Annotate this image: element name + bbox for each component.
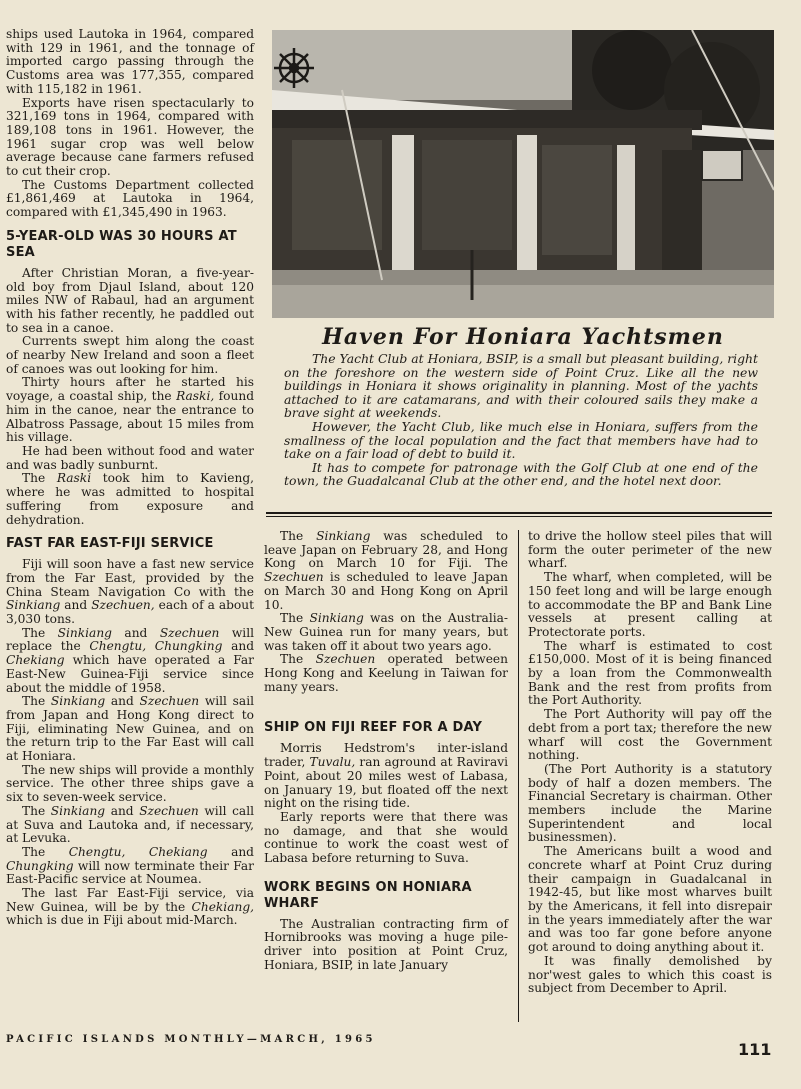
paragraph (264, 742, 508, 811)
ship-name: Sinkiang (57, 625, 112, 640)
paragraph (6, 558, 254, 627)
ship-name: Chekiang (6, 653, 65, 668)
text-run: ran aground at Raviravi Point, about 20 miles west of Labasa, on January 19, but floated off the next night on the rising tide. (264, 755, 508, 811)
text-run: will call at Suva and Lautoka and, if necessary, at Levuka. (6, 803, 254, 846)
masthead-footer: PACIFIC ISLANDS MONTHLY—MARCH, 1965 (6, 1034, 376, 1045)
text-run: which is due in Fiji about mid-March. (6, 913, 238, 928)
paragraph: The new ships will provide a monthly service. The other three ships gave a six to seven-week service. (6, 762, 254, 805)
paragraph (6, 887, 254, 928)
caption-paragraph: It has to compete for patronage with the Golf Club at one end of the town, the Guadalcanal Club at the other end, and the hotel next door. (284, 459, 758, 489)
divider-rule (266, 516, 772, 517)
text-run: The (280, 611, 310, 626)
ship-name: Raski (56, 471, 92, 486)
yacht-club-photo (272, 30, 774, 318)
ship-name: Szechuen (315, 652, 376, 667)
paragraph: The Australian contracting firm of Hornibrooks was moving a huge pile-driver into position at Point Cruz, Honiara, BSIP, in late January (264, 916, 508, 972)
page-number: 111 (738, 1040, 772, 1059)
ship-name: Chekiang, (191, 899, 254, 914)
paragraph: The Americans built a wood and concrete wharf at Point Cruz during their campaign in Guadalcanal in 1942-45, but like most wharves built by the Americans, it fell into disrepair in the years immediately after the war and was too far gone before anyone got around to doing anything about it. (528, 844, 772, 955)
paragraph (6, 627, 254, 696)
ship-name: Tuvalu, (309, 755, 356, 770)
ship-name: Szechuen, (91, 598, 155, 613)
text-run: took him to Kavieng, where he was admitted to hospital suffering from exposure and dehydration. (6, 471, 254, 527)
paragraph: The wharf, when completed, will be 150 feet long and will be large enough to accommodate the BP and Bank Line vessels at present calling at Protectorate ports. (528, 570, 772, 639)
text-run: operated between Hong Kong and Keelung in Taiwan for many years. (264, 652, 508, 694)
paragraph (6, 472, 254, 527)
text-run: The (280, 529, 317, 543)
ship-name: Szechuen (139, 803, 199, 818)
paragraph (6, 695, 254, 764)
text-run: The (22, 803, 51, 818)
paragraph: ships used Lautoka in 1964, compared with 129 in 1961, and the tonnage of imported cargo passing through the Customs area was 177,355, compared with 115,182 in 1961. (6, 27, 254, 96)
article-headline: FAST FAR EAST-FIJI SERVICE (6, 536, 214, 552)
ship-name: Sinkiang (309, 611, 364, 626)
ship-name: Sinkiang (50, 694, 106, 709)
paragraph (6, 846, 254, 887)
paragraph (264, 530, 508, 612)
ship-name: Sinkiang (316, 529, 371, 543)
text-run: and (207, 844, 254, 859)
paragraph: The Port Authority will pay off the debt from a port tax; therefore the new wharf will cost the Government nothing. (528, 707, 772, 763)
text-run: and (222, 639, 254, 654)
paragraph (264, 653, 508, 694)
text-run: and (105, 803, 140, 818)
article-headline: WORK BEGINS ON HONIARA WHARF (264, 879, 472, 911)
divider-rule (266, 512, 772, 514)
ship-name: Sinkiang (50, 803, 106, 818)
paragraph: It was finally demolished by nor'west gales to which this coast is subject from December to April. (528, 953, 772, 996)
text-run: and (60, 598, 92, 613)
text-run: each of a about 3,030 tons. (6, 598, 254, 627)
text-run: was scheduled to leave Japan on February 28, and Hong Kong on March 10 for Fiji. The (264, 529, 508, 571)
paragraph: The Customs Department collected £1,861,469 at Lautoka in 1964, compared with £1,345,490 in 1963. (6, 177, 254, 220)
text-run: The (22, 471, 57, 486)
ship-name: Szechuen (139, 694, 200, 709)
caption-paragraph: The Yacht Club at Honiara, BSIP, is a small but pleasant building, right on the foreshore on the western side of Point Cruz. Like all the new buildings in Honiara it shows originality in planning. Most of the yachts attached to it are catamarans, and with their coloured sails they make a brave sight at weekends. (284, 351, 758, 421)
text-run: Fiji will soon have a fast new service from the Far East, provided by the China Steam Navigation Co with the (6, 557, 254, 599)
paragraph: to drive the hollow steel piles that will form the outer perimeter of the new wharf. (528, 529, 772, 571)
text-run: was on the Australia-New Guinea run for many years, but was taken off it about two years ago. (264, 611, 508, 653)
text-run: which have operated a Far East-New Guinea-Fiji service since about the middle of 1958. (6, 653, 254, 695)
photo-caption (284, 352, 758, 488)
ship-name: Sinkiang (6, 598, 61, 613)
ship-name: Szechuen (159, 625, 220, 640)
caption-paragraph: However, the Yacht Club, like much else in Honiara, suffers from the smallness of the local population and the fact that members have had to take on a fair load of debt to build it. (284, 418, 758, 462)
text-run: The (22, 844, 69, 859)
paragraph: After Christian Moran, a five-year-old boy from Djaul Island, about 120 miles NW of Rabaul, had an argument with his father recently, he paddled out to sea in a canoe. (6, 265, 254, 335)
ship-name: Chengtu, Chungking (89, 639, 223, 654)
article-headline: SHIP ON FIJI REEF FOR A DAY (264, 720, 483, 736)
paragraph: Exports have risen spectacularly to 321,169 tons in 1964, compared with 189,108 tons in 1961. However, the 1961 sugar crop was well below average because cane farmers refused to cut their crop. (6, 95, 254, 179)
text-run: Thirty hours after he started his voyage, a coastal ship, the (6, 375, 254, 404)
paragraph: Early reports were that there was no damage, and that she would continue to work the coast west of Labasa before returning to Suva. (264, 809, 508, 866)
right-column (528, 530, 772, 996)
text-run: The (22, 694, 51, 709)
text-run: The (280, 652, 316, 667)
text-run: and (111, 625, 160, 640)
text-run: and (105, 694, 140, 709)
text-run: will replace the (6, 625, 254, 654)
article-headline: 5-YEAR-OLD WAS 30 HOURS AT SEA (6, 228, 237, 260)
paragraph: (The Port Authority is a statutory body of half a dozen members. The Financial Secretary is chairman. Other members include the Marine Superintendent and local businessmen). (528, 761, 772, 845)
text-run: Morris Hedstrom's inter-island trader, (264, 741, 508, 770)
column-divider (518, 530, 519, 1022)
text-run: The last Far East-Fiji service, via New Guinea, will be by the (6, 886, 254, 914)
text-run: is scheduled to leave Japan on March 30 and Hong Kong on April 10. (264, 570, 508, 612)
ship-name: Szechuen (264, 570, 324, 585)
text-run: will sail from Japan and Hong Kong direct to Fiji, eliminating New Guinea, and on the return trip to the Far East will call at Honiara. (6, 694, 254, 764)
photo-illustration (272, 30, 774, 318)
text-run: The (22, 625, 58, 640)
middle-column (264, 530, 508, 973)
photo-title: Haven For Honiara Yachtsmen (322, 324, 724, 350)
paragraph: Currents swept him along the coast of nearby New Ireland and soon a fleet of canoes was out looking for him. (6, 334, 254, 376)
text-run: found him in the canoe, near the entrance to Albatross Passage, about 15 miles from his village. (6, 389, 254, 445)
paragraph: He had been without food and water and was badly sunburnt. (6, 443, 254, 472)
paragraph: The wharf is estimated to cost £150,000. Most of it is being financed by a loan from the Commonwealth Bank and the rest from profits from the Port Authority. (528, 638, 772, 708)
text-run: will now terminate their Far East-Pacific service at Noumea. (6, 858, 254, 887)
paragraph (6, 376, 254, 445)
ship-name: Chengtu, Chekiang (68, 844, 208, 859)
ship-name: Chungking (6, 858, 74, 873)
paragraph (264, 612, 508, 653)
left-column (6, 28, 254, 928)
ship-name: Raski, (176, 389, 215, 404)
paragraph (6, 805, 254, 846)
